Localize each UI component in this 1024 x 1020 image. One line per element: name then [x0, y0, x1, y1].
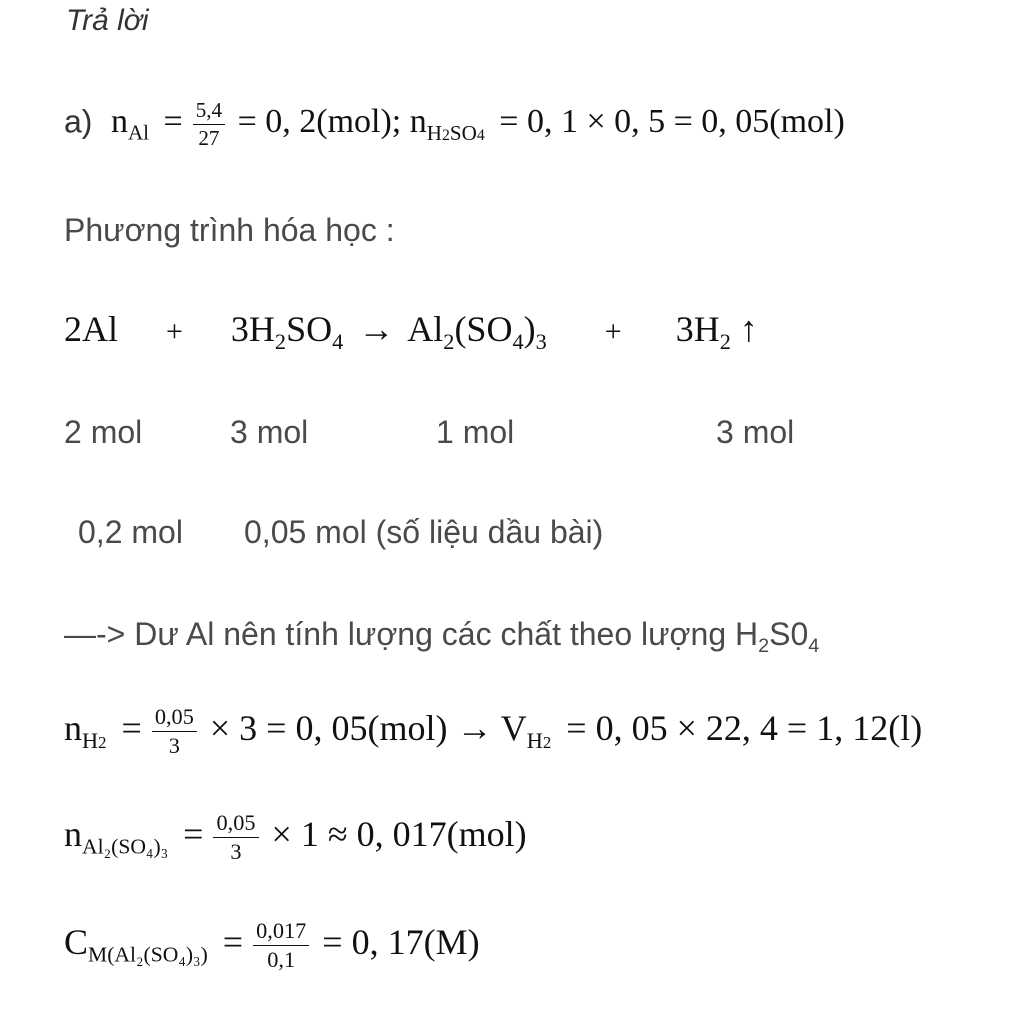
mole-al-expression: $n_{Al}$ = $\frac{5,4}{27}$ = 0, 2(mol); $n_{H2SO4} = 0$, 1 × 0, 5 = 0, 05(mol)	[110, 98, 845, 151]
chemical-reaction	[64, 308, 758, 354]
calc-h2-line: $n_{H2}$ = $\frac{0,05}{3}$ × 3 = 0, $05(mol) \to V_{H2} = 0$, 05 × 22, 4 = 1, 12(l)	[64, 704, 923, 759]
fraction-0-017-over-0-1: $\frac{0,017}{0,1}$	[253, 920, 309, 972]
ratio-h2: 3 mol	[716, 414, 795, 450]
ratio-al: 2 mol	[64, 414, 143, 450]
calc-al2so43-line: $n_{Al_2(SO_4)_3}$ = $\frac{0,05}{3}$ × 1 ≈ 0, 017(mol)	[64, 810, 527, 865]
answer-heading: Trả lời	[66, 4, 149, 37]
given-al: 0,2 mol	[78, 514, 183, 550]
plus-sign-2: +	[604, 315, 622, 348]
fraction-5-4-over-27: $\frac{5,4}{27}$	[193, 100, 225, 149]
given-h2so4: 0,05 mol (số liệu dầu bài)	[244, 514, 604, 550]
part-a-line	[64, 100, 851, 149]
conclusion-line: —-> Dư Al nên tính lượng các chất theo lượng $H_2S0_4$	[64, 616, 820, 657]
ratio-h2so4: 3 mol	[230, 414, 309, 450]
plus-sign: +	[166, 315, 183, 348]
product-al2so43: $Al_2(SO_4)_3$	[407, 309, 547, 354]
reaction-arrow: →	[358, 309, 395, 349]
reactant-al: 2Al	[64, 309, 118, 349]
part-a-label: a)	[64, 103, 93, 140]
ratio-al2so43: 1 mol	[436, 414, 515, 450]
equation-heading: Phương trình hóa học :	[64, 212, 395, 248]
calc-cm-line: $C_{M(Al_2(SO_4)_3)}$ = $\frac{0,017}{0,1}$ = 0, 17(M)	[64, 918, 480, 973]
reactant-h2so4: $3H_2SO_4$	[230, 309, 344, 354]
fraction-0-05-over-3-b: $\frac{0,05}{3}$	[213, 812, 258, 864]
fraction-0-05-over-3: $\frac{0,05}{3}$	[152, 706, 197, 758]
product-h2: $3H_2$ ↑	[675, 309, 758, 354]
